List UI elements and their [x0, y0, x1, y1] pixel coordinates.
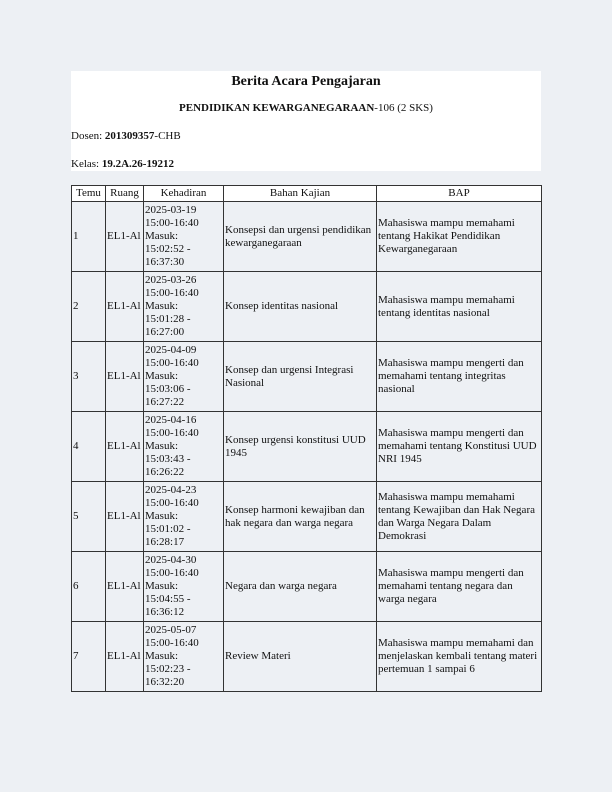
cell-kehadiran — [144, 622, 224, 692]
column-header-bap: BAP — [377, 186, 542, 202]
kehadiran-masuk-label: Masuk: — [145, 300, 178, 312]
cell-bahan-kajian: Konsep harmoni kewajiban dan hak negara dan warga negara — [224, 482, 377, 552]
column-header-bahan-kajian: Bahan Kajian — [224, 186, 377, 202]
column-header-ruang: Ruang — [106, 186, 144, 202]
kehadiran-jam: 15:00-16:40 — [145, 637, 199, 649]
kelas-label: Kelas: — [71, 158, 102, 170]
table-header-row — [72, 186, 542, 202]
cell-bahan-kajian: Negara dan warga negara — [224, 552, 377, 622]
kehadiran-keluar: 16:36:12 — [145, 606, 185, 618]
kehadiran-keluar: 16:28:17 — [145, 536, 185, 548]
kehadiran-masuk-label: Masuk: — [145, 650, 178, 662]
kehadiran-keluar: 16:26:22 — [145, 466, 185, 478]
kehadiran-jam: 15:00-16:40 — [145, 497, 199, 509]
column-header-kehadiran: Kehadiran — [144, 186, 224, 202]
dosen-id: 201309357 — [104, 130, 155, 142]
course-title — [71, 102, 541, 114]
kehadiran-tanggal: 2025-04-09 — [145, 344, 197, 356]
kehadiran-jam: 15:00-16:40 — [145, 357, 199, 369]
cell-bap: Mahasiswa mampu memahami tentang Hakikat Pendidikan Kewarganegaraan — [377, 202, 542, 272]
kehadiran-masuk-label: Masuk: — [145, 440, 178, 452]
cell-temu: 2 — [72, 272, 106, 342]
kehadiran-keluar: 16:27:00 — [145, 326, 185, 338]
kehadiran-keluar: 16:37:30 — [145, 256, 185, 268]
cell-bahan-kajian: Konsep urgensi konstitusi UUD 1945 — [224, 412, 377, 482]
cell-temu: 5 — [72, 482, 106, 552]
kehadiran-masuk: 15:02:23 - — [145, 663, 191, 675]
cell-bap: Mahasiswa mampu mengerti dan memahami tentang negara dan warga negara — [377, 552, 542, 622]
dosen-label: Dosen: — [71, 130, 105, 142]
table-row — [72, 482, 542, 552]
kehadiran-jam: 15:00-16:40 — [145, 287, 199, 299]
kehadiran-masuk: 15:01:02 - — [145, 523, 191, 535]
cell-bahan-kajian: Konsepsi dan urgensi pendidikan kewarganegaraan — [224, 202, 377, 272]
kehadiran-tanggal: 2025-04-16 — [145, 414, 197, 426]
cell-kehadiran — [144, 272, 224, 342]
kehadiran-tanggal: 2025-04-23 — [145, 484, 197, 496]
kehadiran-masuk: 15:03:43 - — [145, 453, 191, 465]
cell-temu: 1 — [72, 202, 106, 272]
column-header-temu: Temu — [72, 186, 106, 202]
cell-bap: Mahasiswa mampu memahami tentang Kewajiban dan Hak Negara dan Warga Negara Dalam Demokrasi — [377, 482, 542, 552]
kehadiran-masuk-label: Masuk: — [145, 580, 178, 592]
kehadiran-tanggal: 2025-03-19 — [145, 204, 197, 216]
kehadiran-jam: 15:00-16:40 — [145, 427, 199, 439]
cell-kehadiran — [144, 202, 224, 272]
kehadiran-tanggal: 2025-05-07 — [145, 624, 197, 636]
table-row — [72, 272, 542, 342]
kelas-value: 19.2A.26-19212 — [101, 158, 174, 170]
cell-kehadiran — [144, 482, 224, 552]
kehadiran-masuk: 15:04:55 - — [145, 593, 191, 605]
cell-kehadiran — [144, 552, 224, 622]
cell-ruang: EL1-Al — [106, 482, 144, 552]
bap-table — [71, 185, 542, 692]
kehadiran-jam: 15:00-16:40 — [145, 567, 199, 579]
kelas-line — [71, 158, 174, 170]
cell-ruang: EL1-Al — [106, 552, 144, 622]
kehadiran-masuk-label: Masuk: — [145, 370, 178, 382]
cell-ruang: EL1-Al — [106, 272, 144, 342]
cell-bap: Mahasiswa mampu mengerti dan memahami tentang Konstitusi UUD NRI 1945 — [377, 412, 542, 482]
cell-bap: Mahasiswa mampu memahami dan menjelaskan kembali tentang materi pertemuan 1 sampai 6 — [377, 622, 542, 692]
table-row — [72, 552, 542, 622]
cell-bahan-kajian: Konsep dan urgensi Integrasi Nasional — [224, 342, 377, 412]
kehadiran-masuk-label: Masuk: — [145, 230, 178, 242]
cell-temu: 3 — [72, 342, 106, 412]
table-row — [72, 622, 542, 692]
kehadiran-jam: 15:00-16:40 — [145, 217, 199, 229]
document-header — [71, 71, 541, 171]
course-suffix: -106 (2 SKS) — [374, 102, 433, 114]
kehadiran-tanggal: 2025-03-26 — [145, 274, 197, 286]
kehadiran-masuk: 15:03:06 - — [145, 383, 191, 395]
dosen-line — [71, 130, 181, 142]
kehadiran-tanggal: 2025-04-30 — [145, 554, 197, 566]
cell-temu: 7 — [72, 622, 106, 692]
table-row — [72, 412, 542, 482]
kehadiran-keluar: 16:32:20 — [145, 676, 185, 688]
cell-ruang: EL1-Al — [106, 342, 144, 412]
cell-bahan-kajian: Konsep identitas nasional — [224, 272, 377, 342]
course-name: PENDIDIKAN KEWARGANEGARAAN — [179, 102, 375, 114]
cell-bap: Mahasiswa mampu memahami tentang identitas nasional — [377, 272, 542, 342]
cell-ruang: EL1-Al — [106, 202, 144, 272]
table-row — [72, 342, 542, 412]
kehadiran-masuk: 15:01:28 - — [145, 313, 191, 325]
kehadiran-masuk-label: Masuk: — [145, 510, 178, 522]
cell-bap: Mahasiswa mampu mengerti dan memahami tentang integritas nasional — [377, 342, 542, 412]
cell-ruang: EL1-Al — [106, 412, 144, 482]
kehadiran-keluar: 16:27:22 — [145, 396, 185, 408]
page-title: Berita Acara Pengajaran — [231, 74, 381, 89]
cell-bahan-kajian: Review Materi — [224, 622, 377, 692]
cell-kehadiran — [144, 342, 224, 412]
cell-ruang: EL1-Al — [106, 622, 144, 692]
cell-temu: 6 — [72, 552, 106, 622]
cell-kehadiran — [144, 412, 224, 482]
cell-temu: 4 — [72, 412, 106, 482]
dosen-suffix: -CHB — [154, 130, 181, 142]
kehadiran-masuk: 15:02:52 - — [145, 243, 191, 255]
table-row — [72, 202, 542, 272]
